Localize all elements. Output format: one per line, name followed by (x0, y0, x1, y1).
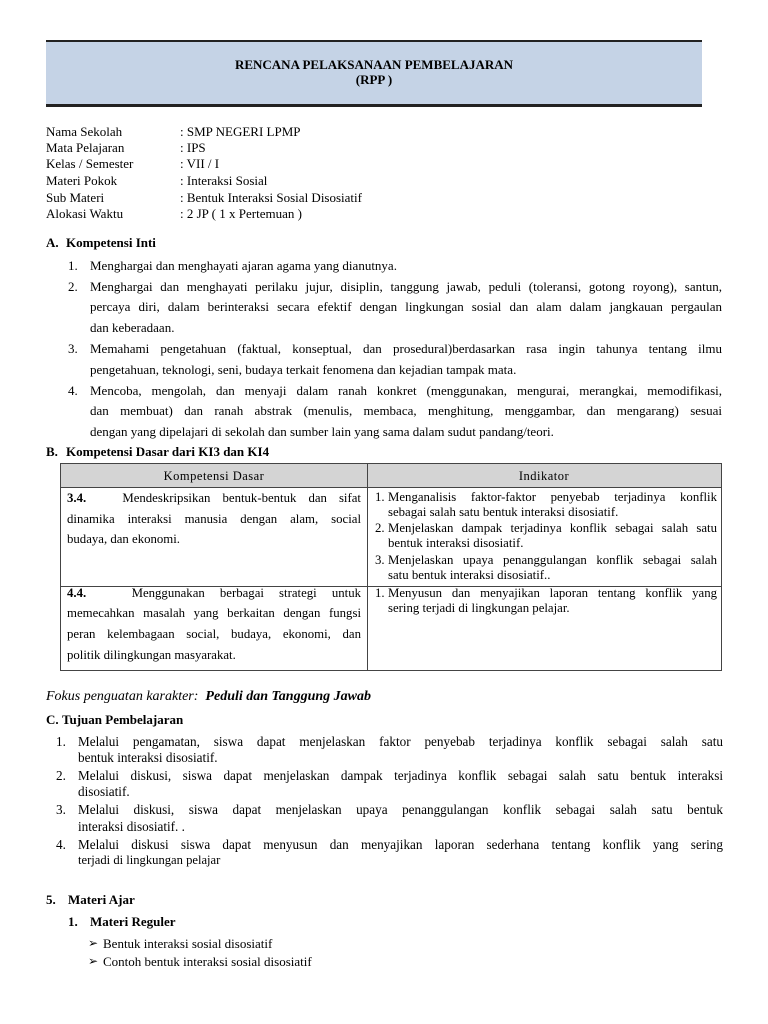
section-letter: A. (46, 235, 59, 250)
section-c-heading (46, 712, 346, 729)
kd-line: politik dilingkungan masyarakat. (67, 648, 236, 662)
list-item-line: Melalui pengamatan, siswa dapat menjelaskan faktor penyebab terjadinya konflik sebagai salah satu (78, 734, 723, 749)
kd-line: peran kelembagaan social, budaya, ekonomi, dan (67, 627, 361, 641)
list-number: 1. (56, 734, 66, 749)
list-item-line: pengetahuan, teknologi, seni, budaya terkait fenomena dan kejadian tampak mata. (90, 362, 517, 377)
focus-line (46, 689, 371, 705)
arrow-bullet-icon: ➢ (88, 936, 99, 950)
identity-label: Alokasi Waktu (46, 206, 124, 221)
list-item-line: percaya diri, dalam berinteraksi secara efektif dengan lingkungan sosial dan alam dalam jangkauan pergaulan (90, 299, 722, 314)
kd-line: budaya, dan ekonomi. (67, 532, 181, 546)
identity-value: : Bentuk Interaksi Sosial Disosiatif (180, 190, 362, 205)
section-title: Tujuan Pembelajaran (62, 712, 184, 727)
section-title: Kompetensi Dasar dari KI3 dan KI4 (66, 444, 270, 459)
indicator-line: Menjelaskan upaya penanggulangan konflik sebagai salah (388, 553, 717, 567)
list-item-line: interaksi disosiatif. . (78, 819, 185, 834)
kd-line: memecahkan masalah yang berkaitan dengan fungsi (67, 606, 361, 620)
indicator-line: bentuk interaksi disosiatif. (388, 536, 524, 550)
identity-value: : SMP NEGERI LPMP (180, 124, 301, 139)
focus-value: Peduli dan Tanggung Jawab (205, 689, 372, 704)
kd-line: Menggunakan berbagai strategi untuk (131, 586, 361, 600)
section-title: Materi Ajar (68, 892, 135, 907)
table-header-indikator: Indikator (367, 464, 721, 488)
identity-value: : Interaksi Sosial (180, 173, 268, 188)
indicator-line: Menyusun dan menyajikan laporan tentang konflik yang (388, 586, 717, 600)
list-number: 4. (68, 383, 78, 398)
subsection-heading (68, 914, 368, 931)
arrow-bullet-icon: ➢ (88, 954, 99, 968)
document-title: RENCANA PELAKSANAAN PEMBELAJARAN (234, 57, 514, 72)
bullet-item: Bentuk interaksi sosial disosiatif (103, 936, 273, 951)
list-item-line: Melalui diskusi, siswa dapat menjelaskan dampak terjadinya konflik sebagai salah satu bentuk interaksi (78, 768, 723, 783)
indicator-line: sebagai salah satu bentuk interaksi disosiatif. (388, 505, 619, 519)
list-number: 4. (56, 837, 66, 852)
table-header-kd: Kompetensi Dasar (61, 464, 367, 488)
indicator-line: Menjelaskan dampak terjadinya konflik sebagai salah satu (388, 521, 717, 535)
list-item-line: terjadi di lingkungan pelajar (78, 853, 221, 867)
identity-label: Kelas / Semester (46, 156, 134, 171)
section-number: 5. (46, 892, 56, 907)
list-number: 2. (56, 768, 66, 783)
indicator-number: 2. (375, 521, 385, 535)
document-subtitle: (RPP ) (355, 72, 393, 87)
kd-line: Mendeskripsikan bentuk-bentuk dan sifat (122, 491, 361, 505)
section-a-heading (46, 235, 346, 252)
section-title: Kompetensi Inti (66, 235, 156, 250)
bullet-item: Contoh bentuk interaksi sosial disosiatif (103, 954, 312, 969)
indicator-line: satu bentuk interaksi disosiatif.. (388, 568, 551, 582)
indicator-line: Menganalisis faktor-faktor penyebab terjadinya konflik (388, 490, 717, 504)
section-letter: C. (46, 712, 59, 727)
subsection-title: Materi Reguler (90, 914, 176, 929)
identity-value: : 2 JP ( 1 x Pertemuan ) (180, 206, 302, 221)
list-item-line: Melalui diskusi, siswa dapat menjelaskan upaya penanggulangan konflik sebagai salah satu bentuk (78, 802, 723, 817)
list-number: 3. (56, 802, 66, 817)
kd-code: 4.4. (67, 586, 87, 600)
kompetensi-dasar-table (60, 463, 722, 671)
list-item-line: Menghargai dan menghayati ajaran agama yang dianutnya. (90, 258, 397, 273)
indicator-number: 1. (375, 586, 385, 600)
table-divider (367, 464, 368, 670)
indicator-number: 1. (375, 490, 385, 504)
identity-value: : IPS (180, 140, 206, 155)
identity-label: Mata Pelajaran (46, 140, 125, 155)
list-item-line: Menghargai dan menghayati perilaku jujur, disiplin, tanggung jawab, peduli (toleransi, gotong royong), santun, (90, 279, 722, 294)
identity-label: Nama Sekolah (46, 124, 123, 139)
kd-text (67, 491, 361, 506)
list-number: 2. (68, 279, 78, 294)
identity-value: : VII / I (180, 156, 220, 171)
indicator-number: 3. (375, 553, 385, 567)
section-5-heading (46, 892, 346, 909)
list-item-line: dan membuat) dan ranah abstrak (menulis, membaca, menghitung, menggambar, dan mengarang) sesuai (90, 403, 722, 418)
kd-line: dinamika interaksi manusia dengan alam, social (67, 512, 361, 526)
list-item-line: bentuk interaksi disosiatif. (78, 750, 218, 765)
list-item-line: dan keberadaan. (90, 320, 175, 335)
list-item-line: Memahami pengetahuan (faktual, konseptual, dan prosedural)berdasarkan rasa ingin tahunya tentang ilmu (90, 341, 722, 356)
list-number: 1. (68, 258, 78, 273)
focus-label: Fokus penguatan karakter: (46, 689, 199, 704)
kd-text (67, 586, 361, 601)
document-header (46, 40, 702, 107)
section-letter: B. (46, 444, 58, 459)
list-item-line: Mencoba, mengolah, dan menyaji dalam ranah konkret (menggunakan, mengurai, merangkai, memodifikasi, (90, 383, 722, 398)
list-item-line: Melalui diskusi siswa dapat menyusun dan menyajikan laporan sederhana tentang konflik yang sering (78, 837, 723, 852)
list-item-line: dengan yang dipelajari di sekolah dan sumber lain yang sama dalam sudut pandang/teori. (90, 424, 554, 439)
identity-label: Sub Materi (46, 190, 105, 205)
kd-code: 3.4. (67, 491, 87, 505)
subsection-number: 1. (68, 914, 78, 929)
list-item-line: disosiatif. (78, 784, 130, 799)
identity-label: Materi Pokok (46, 173, 118, 188)
indicator-line: sering terjadi di lingkungan pelajar. (388, 601, 570, 615)
section-b-heading (46, 444, 446, 461)
list-number: 3. (68, 341, 78, 356)
